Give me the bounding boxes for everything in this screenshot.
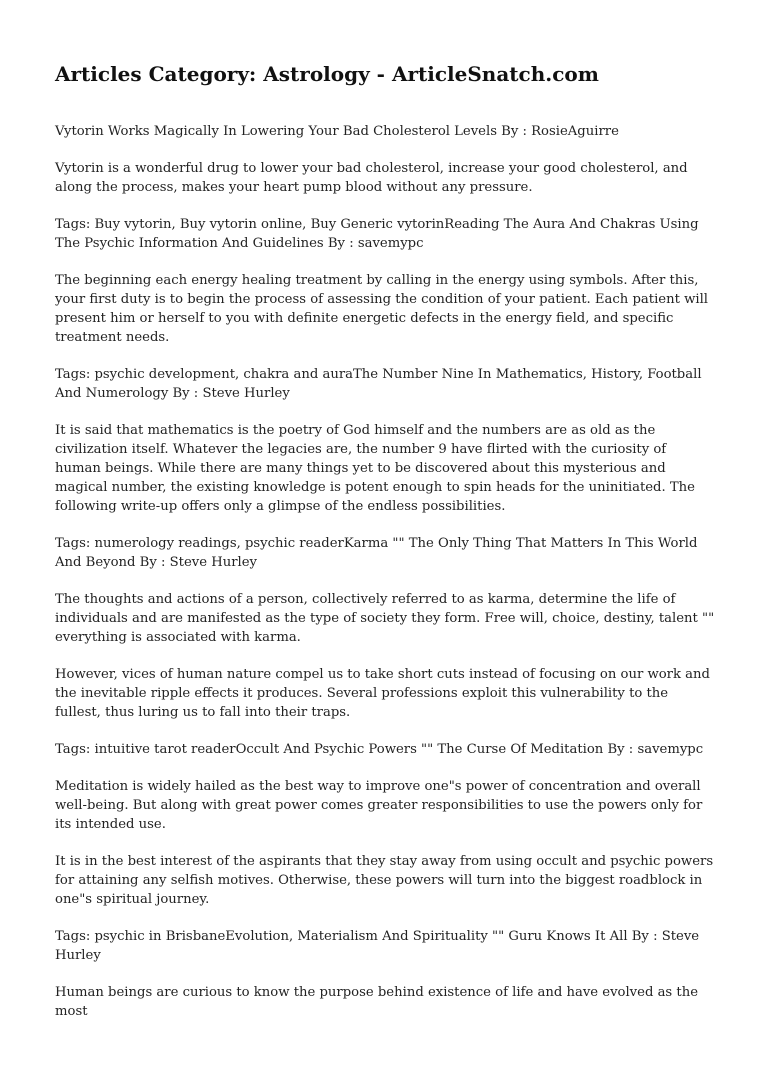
- document-page: [55, 60, 715, 1039]
- tags-line: Tags: psychic in BrisbaneEvolution, Materialism And Spirituality "" Guru Knows It All By : Steve Hurley: [55, 929, 700, 963]
- tags-line: Tags: psychic development, chakra and auraThe Number Nine In Mathematics, History, Football And Numerology By : Steve Hurley: [55, 367, 702, 401]
- article-heading-vytorin: Vytorin Works Magically In Lowering Your Bad Cholesterol Levels By : RosieAguirre: [55, 124, 619, 139]
- paragraph: Vytorin is a wonderful drug to lower your bad cholesterol, increase your good cholesterol, and along the process, makes your heart pump blood without any pressure.: [55, 161, 688, 195]
- paragraph: The beginning each energy healing treatment by calling in the energy using symbols. After this, your first duty is to begin the process of assessing the condition of your patient. Each patient will present him or herself to you with definite energetic defects in the energy field, and specific treatment needs.: [55, 273, 709, 345]
- page-title: Articles Category: Astrology - ArticleSnatch.com: [55, 62, 599, 86]
- paragraph: Human beings are curious to know the purpose behind existence of life and have evolved as the most: [55, 985, 698, 1019]
- tags-line: Tags: Buy vytorin, Buy vytorin online, Buy Generic vytorinReading The Aura And Chakras Using The Psychic Information And Guidelines By : savemypc: [55, 217, 699, 251]
- paragraph: The thoughts and actions of a person, collectively referred to as karma, determine the life of individuals and are manifested as the type of society they form. Free will, choice, destiny, talent "" everything is associated with karma.: [55, 592, 715, 645]
- paragraph: Meditation is widely hailed as the best way to improve one"s power of concentration and overall well-being. But along with great power comes greater responsibilities to use the powers only for its intended use.: [55, 779, 703, 832]
- tags-line: Tags: intuitive tarot readerOccult And Psychic Powers "" The Curse Of Meditation By : savemypc: [55, 742, 704, 757]
- paragraph: However, vices of human nature compel us to take short cuts instead of focusing on our work and the inevitable ripple effects it produces. Several professions exploit this vulnerability to the fullest, thus luring us to fall into their traps.: [55, 667, 710, 720]
- article-body: [55, 122, 715, 1021]
- paragraph: It is in the best interest of the aspirants that they stay away from using occult and psychic powers for attaining any selfish motives. Otherwise, these powers will turn into the biggest roadblock in one"s spiritual journey.: [55, 854, 714, 907]
- tags-line: Tags: numerology readings, psychic readerKarma "" The Only Thing That Matters In This World And Beyond By : Steve Hurley: [55, 536, 698, 570]
- paragraph: It is said that mathematics is the poetry of God himself and the numbers are as old as the civilization itself. Whatever the legacies are, the number 9 have flirted with the curiosity of human beings. While there are many things yet to be discovered about this mysterious and magical number, the existing knowledge is potent enough to spin heads for the uninitiated. The following write-up offers only a glimpse of the endless possibilities.: [55, 423, 695, 514]
